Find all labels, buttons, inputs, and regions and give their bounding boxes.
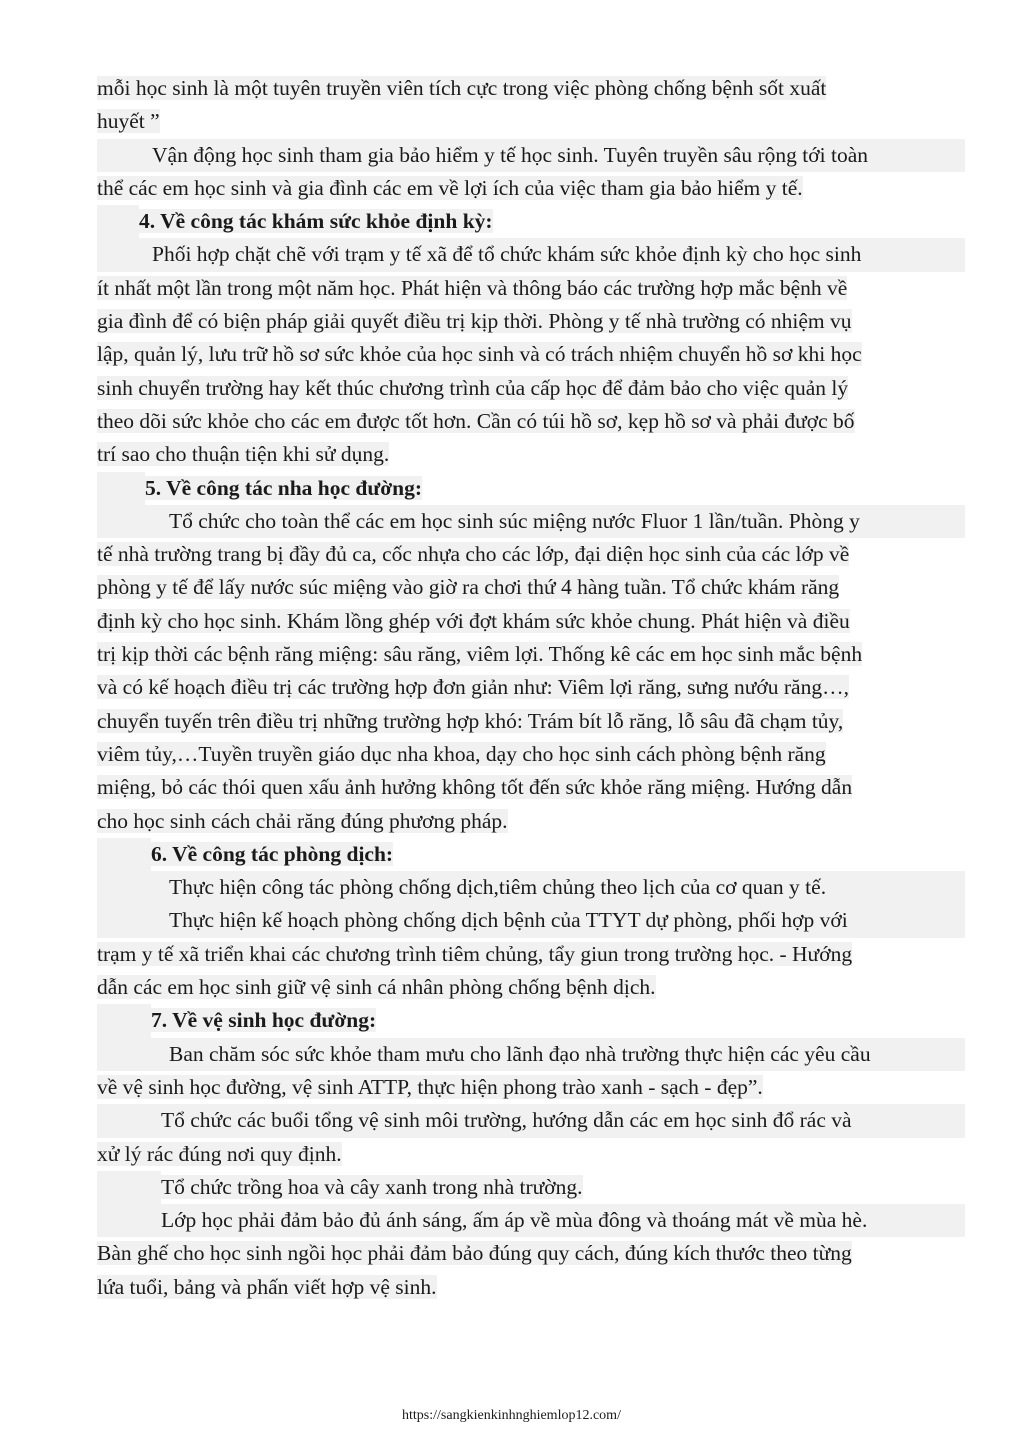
text-line bbox=[97, 605, 957, 638]
text-line bbox=[97, 172, 957, 205]
text-line bbox=[97, 538, 957, 571]
text-line bbox=[97, 1271, 957, 1304]
line-text: Phối hợp chặt chẽ với trạm y tế xã để tổ chức khám sức khỏe định kỳ cho học sinh bbox=[152, 242, 862, 267]
line-text: thể các em học sinh và gia đình các em về lợi ích của việc tham gia bảo hiểm y tế. bbox=[97, 175, 803, 200]
footer-url[interactable]: https://sangkienkinhnghiemlop12.com/ bbox=[402, 1408, 621, 1423]
text-line bbox=[97, 1171, 957, 1204]
line-text: Vận động học sinh tham gia bảo hiểm y tế học sinh. Tuyên truyền sâu rộng tới toàn bbox=[152, 142, 868, 167]
text-line bbox=[97, 1071, 957, 1104]
line-text: 5. Về công tác nha học đường: bbox=[145, 475, 423, 500]
text-line bbox=[97, 105, 957, 138]
line-text: cho học sinh cách chải răng đúng phương pháp. bbox=[97, 808, 508, 833]
text-line bbox=[97, 1138, 957, 1171]
line-text: lứa tuổi, bảng và phấn viết hợp vệ sinh. bbox=[97, 1274, 437, 1299]
text-line bbox=[97, 871, 965, 904]
indent bbox=[97, 1171, 161, 1204]
text-line bbox=[97, 238, 965, 271]
line-text: và có kế hoạch điều trị các trường hợp đơn giản như: Viêm lợi răng, sưng nướu răng…, bbox=[97, 675, 849, 700]
line-text: theo dõi sức khỏe cho các em được tốt hơn. Cần có túi hồ sơ, kẹp hồ sơ và phải được bố bbox=[97, 408, 855, 433]
text-line bbox=[97, 505, 965, 538]
line-text: miệng, bỏ các thói quen xấu ảnh hưởng không tốt đến sức khỏe răng miệng. Hướng dẫn bbox=[97, 775, 853, 800]
section-heading bbox=[97, 472, 957, 505]
line-text: dẫn các em học sinh giữ vệ sinh cá nhân phòng chống bệnh dịch. bbox=[97, 975, 656, 1000]
line-text: 4. Về công tác khám sức khỏe định kỳ: bbox=[139, 209, 493, 234]
line-text: viêm tủy,…Tuyền truyền giáo dục nha khoa, dạy cho học sinh cách phòng bệnh răng bbox=[97, 741, 826, 766]
line-text: trí sao cho thuận tiện khi sử dụng. bbox=[97, 442, 390, 467]
text-line bbox=[97, 805, 957, 838]
text-line bbox=[97, 1237, 957, 1270]
line-text: mỗi học sinh là một tuyên truyền viên tích cực trong việc phòng chống bệnh sốt xuất bbox=[97, 76, 827, 100]
line-text: tế nhà trường trang bị đầy đủ ca, cốc nhựa cho các lớp, đại diện học sinh của các lớp về bbox=[97, 542, 850, 567]
text-line bbox=[97, 771, 957, 804]
line-text: Tổ chức cho toàn thể các em học sinh súc miệng nước Fluor 1 lần/tuần. Phòng y bbox=[169, 508, 860, 533]
line-text: lập, quản lý, lưu trữ hồ sơ sức khỏe của học sinh và có trách nhiệm chuyển hồ sơ khi học bbox=[97, 342, 862, 367]
section-heading bbox=[97, 838, 957, 871]
section-heading bbox=[97, 205, 957, 238]
line-text: phòng y tế để lấy nước súc miệng vào giờ ra chơi thứ 4 hàng tuần. Tổ chức khám răng bbox=[97, 575, 840, 600]
document-body bbox=[97, 72, 957, 1304]
text-line bbox=[97, 738, 957, 771]
text-line bbox=[97, 1204, 965, 1237]
text-line bbox=[97, 72, 957, 105]
text-line bbox=[97, 904, 965, 937]
text-line bbox=[97, 638, 957, 671]
line-text: 6. Về công tác phòng dịch: bbox=[151, 841, 394, 866]
text-line bbox=[97, 272, 957, 305]
indent bbox=[97, 472, 145, 505]
text-line bbox=[97, 438, 957, 471]
text-line bbox=[97, 139, 965, 172]
text-line bbox=[97, 405, 957, 438]
line-text: về vệ sinh học đường, vệ sinh ATTP, thực hiện phong trào xanh - sạch - đẹp”. bbox=[97, 1074, 763, 1099]
line-text: Thực hiện kế hoạch phòng chống dịch bệnh của TTYT dự phòng, phối hợp với bbox=[169, 908, 848, 933]
line-text: chuyển tuyến trên điều trị những trường hợp khó: Trám bít lỗ răng, lỗ sâu đã chạm tủy, bbox=[97, 708, 844, 733]
indent bbox=[97, 1004, 151, 1037]
line-text: 7. Về vệ sinh học đường: bbox=[151, 1008, 377, 1033]
text-line bbox=[97, 338, 957, 371]
text-line bbox=[97, 938, 957, 971]
text-line bbox=[97, 1038, 965, 1071]
line-text: Tổ chức trồng hoa và cây xanh trong nhà trường. bbox=[161, 1174, 583, 1199]
text-line bbox=[97, 1104, 965, 1137]
line-text: Bàn ghế cho học sinh ngồi học phải đảm bảo đúng quy cách, đúng kích thước theo từng bbox=[97, 1241, 852, 1266]
indent bbox=[97, 838, 151, 871]
text-line bbox=[97, 971, 957, 1004]
text-line bbox=[97, 671, 957, 704]
line-text: ít nhất một lần trong một năm học. Phát hiện và thông báo các trường hợp mắc bệnh về bbox=[97, 275, 848, 300]
text-line bbox=[97, 305, 957, 338]
line-text: Lớp học phải đảm bảo đủ ánh sáng, ấm áp về mùa đông và thoáng mát về mùa hè. bbox=[161, 1208, 868, 1233]
text-line bbox=[97, 372, 957, 405]
text-line bbox=[97, 705, 957, 738]
line-text: Ban chăm sóc sức khỏe tham mưu cho lãnh đạo nhà trường thực hiện các yêu cầu bbox=[169, 1041, 871, 1066]
line-text: định kỳ cho học sinh. Khám lồng ghép với đợt khám sức khỏe chung. Phát hiện và điều bbox=[97, 608, 850, 633]
indent bbox=[97, 205, 139, 238]
line-text: trạm y tế xã triển khai các chương trình tiêm chủng, tẩy giun trong trường học. - Hướng bbox=[97, 941, 853, 966]
line-text: Thực hiện công tác phòng chống dịch,tiêm chủng theo lịch của cơ quan y tế. bbox=[169, 875, 827, 900]
line-text: huyết ” bbox=[97, 109, 160, 134]
line-text: Tổ chức các buổi tổng vệ sinh môi trường, hướng dẫn các em học sinh đổ rác và bbox=[161, 1108, 852, 1133]
section-heading bbox=[97, 1004, 957, 1037]
line-text: sinh chuyển trường hay kết thúc chương trình của cấp học để đảm bảo cho việc quản lý bbox=[97, 375, 849, 400]
line-text: xử lý rác đúng nơi quy định. bbox=[97, 1141, 342, 1166]
line-text: gia đình để có biện pháp giải quyết điều trị kịp thời. Phòng y tế nhà trường có nhiệm vụ bbox=[97, 309, 852, 334]
line-text: trị kịp thời các bệnh răng miệng: sâu răng, viêm lợi. Thống kê các em học sinh mắc bệnh bbox=[97, 642, 863, 667]
text-line bbox=[97, 571, 957, 604]
